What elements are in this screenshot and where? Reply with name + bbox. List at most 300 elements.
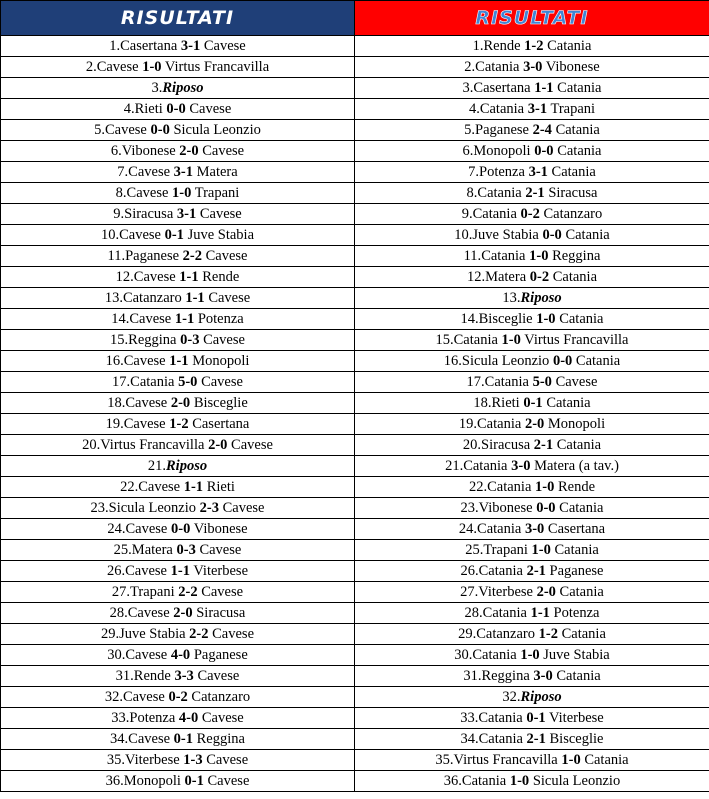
match-score: 3-1 bbox=[527, 101, 548, 117]
matchday-number: 34. bbox=[110, 731, 129, 747]
cavese-result-cell bbox=[1, 393, 355, 414]
home-team: Trapani bbox=[130, 584, 175, 600]
matchday-number: 31. bbox=[115, 668, 134, 684]
match-score: 1-1 bbox=[183, 479, 204, 495]
table-row bbox=[1, 267, 709, 288]
catania-result-cell bbox=[355, 477, 709, 498]
cavese-result-cell bbox=[1, 141, 355, 162]
match-score: 1-1 bbox=[179, 269, 199, 285]
cavese-result-cell bbox=[1, 729, 355, 750]
cavese-result-cell bbox=[1, 78, 355, 99]
home-team: Cavese bbox=[125, 647, 168, 663]
match-score: 3-1 bbox=[180, 38, 201, 54]
catania-result-cell bbox=[355, 456, 709, 477]
home-team: Virtus Francavilla bbox=[100, 437, 205, 453]
table-row bbox=[1, 99, 709, 120]
table-row bbox=[1, 687, 709, 708]
match-score: 2-1 bbox=[526, 563, 546, 579]
catania-result-cell bbox=[355, 393, 709, 414]
away-team: Virtus Francavilla bbox=[164, 59, 270, 75]
cavese-result-cell bbox=[1, 414, 355, 435]
cavese-result-cell bbox=[1, 309, 355, 330]
matchday-number: 20. bbox=[462, 437, 482, 453]
away-team: Vibonese bbox=[193, 521, 248, 537]
matchday-number: 25. bbox=[113, 542, 132, 558]
matchday-number: 14. bbox=[460, 311, 479, 327]
match-score: 1-2 bbox=[524, 38, 544, 54]
home-team: Viterbese bbox=[124, 752, 180, 768]
cavese-result-cell bbox=[1, 603, 355, 624]
away-team: Siracusa bbox=[196, 605, 246, 621]
matchday-number: 31. bbox=[463, 668, 482, 684]
away-team: Potenza bbox=[197, 311, 244, 327]
cavese-result-cell bbox=[1, 351, 355, 372]
away-team: Catania bbox=[546, 395, 591, 411]
home-team: Catanzaro bbox=[122, 290, 182, 306]
away-team: Cavese bbox=[202, 143, 245, 159]
table-row bbox=[1, 57, 709, 78]
match-score: 1-1 bbox=[174, 311, 195, 327]
match-score: 2-1 bbox=[526, 731, 546, 747]
cavese-result-cell bbox=[1, 183, 355, 204]
matchday-number: 21. bbox=[147, 458, 167, 474]
match-score: 1-1 bbox=[185, 290, 205, 306]
matchday-number: 3. bbox=[151, 80, 163, 96]
table-row bbox=[1, 519, 709, 540]
cavese-result-cell bbox=[1, 456, 355, 477]
home-team: Bisceglie bbox=[478, 311, 533, 327]
match-score: 1-0 bbox=[531, 542, 551, 558]
matchday-number: 21. bbox=[445, 458, 464, 474]
matchday-number: 17. bbox=[466, 374, 485, 390]
matchday-number: 18. bbox=[473, 395, 492, 411]
match-score: 2-1 bbox=[525, 185, 545, 201]
away-team: Rieti bbox=[206, 479, 235, 495]
match-score: 2-0 bbox=[179, 143, 199, 159]
match-score: 2-1 bbox=[533, 437, 554, 453]
away-team: Catania bbox=[552, 269, 598, 285]
table-row bbox=[1, 750, 709, 771]
home-team: Monopoli bbox=[123, 773, 181, 789]
home-team: Reggina bbox=[128, 332, 177, 348]
catania-result-cell bbox=[355, 204, 709, 225]
matchday-number: 13. bbox=[502, 290, 521, 306]
away-team: Sicula Leonzio bbox=[532, 773, 621, 789]
match-score: 2-2 bbox=[178, 584, 198, 600]
home-team: Juve Stabia bbox=[472, 227, 539, 243]
matchday-number: 29. bbox=[458, 626, 477, 642]
matchday-number: 17. bbox=[112, 374, 131, 390]
catania-result-cell bbox=[355, 498, 709, 519]
table-row bbox=[1, 120, 709, 141]
home-team: Virtus Francavilla bbox=[453, 752, 558, 768]
match-score: 4-0 bbox=[178, 710, 199, 726]
results-body bbox=[1, 36, 709, 792]
away-team: Reggina bbox=[196, 731, 245, 747]
home-team: Catania bbox=[487, 479, 532, 495]
matchday-number: 22. bbox=[120, 479, 139, 495]
home-team: Catania bbox=[478, 563, 523, 579]
match-score: 0-3 bbox=[176, 542, 196, 558]
catania-result-cell bbox=[355, 603, 709, 624]
matchday-number: 7. bbox=[117, 164, 129, 180]
away-team: Catania bbox=[551, 164, 596, 180]
matchday-number: 23. bbox=[460, 500, 479, 516]
home-team: Potenza bbox=[129, 710, 176, 726]
catania-result-cell bbox=[355, 372, 709, 393]
cavese-result-cell bbox=[1, 666, 355, 687]
matchday-number: 24. bbox=[107, 521, 126, 537]
match-score: 0-1 bbox=[184, 773, 204, 789]
match-score: 5-0 bbox=[532, 374, 552, 390]
catania-result-cell bbox=[355, 414, 709, 435]
table-row bbox=[1, 624, 709, 645]
match-score: 0-0 bbox=[171, 521, 191, 537]
home-team: Cavese bbox=[133, 269, 176, 285]
home-team: Rieti bbox=[134, 101, 163, 117]
home-team: Cavese bbox=[125, 395, 168, 411]
match-score: 3-3 bbox=[174, 668, 194, 684]
home-team: Sicula Leonzio bbox=[461, 353, 550, 369]
matchday-number: 10. bbox=[454, 227, 473, 243]
match-score: 3-0 bbox=[524, 521, 545, 537]
matchday-number: 2. bbox=[464, 59, 476, 75]
home-team: Rende bbox=[483, 38, 521, 54]
away-team: Catania bbox=[559, 500, 604, 516]
catania-result-cell bbox=[355, 309, 709, 330]
match-score: 2-0 bbox=[536, 584, 556, 600]
catania-result-cell bbox=[355, 57, 709, 78]
cavese-result-cell bbox=[1, 267, 355, 288]
match-score: 0-1 bbox=[164, 227, 184, 243]
matchday-number: 9. bbox=[113, 206, 125, 222]
home-team: Siracusa bbox=[481, 437, 531, 453]
table-row bbox=[1, 414, 709, 435]
away-team: Cavese bbox=[212, 626, 255, 642]
matchday-number: 6. bbox=[110, 143, 122, 159]
matchday-number: 1. bbox=[109, 38, 121, 54]
catania-result-cell bbox=[355, 645, 709, 666]
matchday-number: 4. bbox=[123, 101, 135, 117]
away-team: Casertana bbox=[192, 416, 250, 432]
matchday-number: 18. bbox=[107, 395, 126, 411]
home-team: Cavese bbox=[105, 122, 147, 138]
cavese-result-cell bbox=[1, 687, 355, 708]
match-score: 2-4 bbox=[532, 122, 552, 138]
table-row bbox=[1, 372, 709, 393]
cavese-result-cell bbox=[1, 540, 355, 561]
home-team: Catania bbox=[477, 521, 522, 537]
catania-result-cell bbox=[355, 435, 709, 456]
catania-result-cell bbox=[355, 687, 709, 708]
table-row bbox=[1, 78, 709, 99]
table-row bbox=[1, 204, 709, 225]
catania-result-cell bbox=[355, 540, 709, 561]
cavese-result-cell bbox=[1, 225, 355, 246]
table-row bbox=[1, 498, 709, 519]
away-team: Monopoli bbox=[547, 416, 606, 432]
away-team: Cavese bbox=[222, 500, 265, 516]
away-team: Catanzaro bbox=[191, 689, 251, 705]
cavese-result-cell bbox=[1, 477, 355, 498]
away-team: Rende bbox=[202, 269, 240, 285]
away-team: Sicula Leonzio bbox=[173, 122, 261, 138]
matchday-number: 29. bbox=[100, 626, 120, 642]
matchday-number: 14. bbox=[111, 311, 130, 327]
match-score: 2-3 bbox=[199, 500, 219, 516]
home-team: Cavese bbox=[127, 605, 170, 621]
home-team: Sicula Leonzio bbox=[108, 500, 197, 516]
home-team: Viterbese bbox=[478, 584, 533, 600]
matchday-number: 3. bbox=[462, 80, 474, 96]
home-team: Catania bbox=[481, 248, 526, 264]
matchday-number: 2. bbox=[85, 59, 97, 75]
home-team: Juve Stabia bbox=[119, 626, 186, 642]
match-score: 1-0 bbox=[520, 647, 540, 663]
home-team: Cavese bbox=[126, 185, 169, 201]
away-team: Viterbese bbox=[193, 563, 249, 579]
home-team: Cavese bbox=[119, 227, 161, 243]
catania-result-cell bbox=[355, 141, 709, 162]
matchday-number: 4. bbox=[468, 101, 480, 117]
match-score: 0-0 bbox=[536, 500, 556, 516]
matchday-number: 36. bbox=[443, 773, 462, 789]
matchday-number: 12. bbox=[115, 269, 134, 285]
home-team: Cavese bbox=[125, 563, 167, 579]
home-team: Reggina bbox=[481, 668, 530, 684]
cavese-result-cell bbox=[1, 708, 355, 729]
table-row bbox=[1, 162, 709, 183]
away-team: Cavese bbox=[205, 248, 248, 264]
match-score: 1-0 bbox=[561, 752, 581, 768]
home-team: Cavese bbox=[123, 353, 166, 369]
matchday-number: 32. bbox=[104, 689, 123, 705]
away-team: Matera (a tav.) bbox=[534, 458, 619, 474]
matchday-number: 15. bbox=[435, 332, 454, 348]
home-team: Matera bbox=[131, 542, 173, 558]
cavese-result-cell bbox=[1, 750, 355, 771]
catania-result-cell bbox=[355, 729, 709, 750]
cavese-result-cell bbox=[1, 624, 355, 645]
catania-result-cell bbox=[355, 183, 709, 204]
match-score: 0-0 bbox=[542, 227, 562, 243]
away-team: Catania bbox=[584, 752, 629, 768]
matchday-number: 8. bbox=[115, 185, 127, 201]
cavese-result-cell bbox=[1, 582, 355, 603]
away-team: Paganese bbox=[193, 647, 248, 663]
match-score: 0-2 bbox=[520, 206, 540, 222]
home-team: Cavese bbox=[123, 416, 166, 432]
home-team: Catania bbox=[475, 59, 520, 75]
match-score: 1-0 bbox=[172, 185, 192, 201]
match-score: 1-3 bbox=[183, 752, 203, 768]
away-team: Cavese bbox=[201, 710, 244, 726]
home-team: Catania bbox=[479, 101, 525, 117]
matchday-number: 12. bbox=[466, 269, 486, 285]
matchday-number: 19. bbox=[458, 416, 478, 432]
catania-result-cell bbox=[355, 78, 709, 99]
away-team: Matera bbox=[196, 164, 238, 180]
rest-day-label: Riposo bbox=[166, 458, 208, 474]
table-row bbox=[1, 645, 709, 666]
match-score: 3-0 bbox=[511, 458, 531, 474]
away-team: Catania bbox=[561, 626, 606, 642]
cavese-result-cell bbox=[1, 435, 355, 456]
cavese-result-cell bbox=[1, 330, 355, 351]
home-team: Paganese bbox=[125, 248, 180, 264]
matchday-number: 19. bbox=[105, 416, 124, 432]
away-team: Monopoli bbox=[192, 353, 250, 369]
matchday-number: 28. bbox=[464, 605, 483, 621]
catania-result-cell bbox=[355, 750, 709, 771]
away-team: Casertana bbox=[547, 521, 606, 537]
home-team: Cavese bbox=[129, 311, 172, 327]
away-team: Catania bbox=[575, 353, 621, 369]
catania-result-cell bbox=[355, 99, 709, 120]
match-score: 3-1 bbox=[173, 164, 194, 180]
cavese-result-cell bbox=[1, 246, 355, 267]
away-team: Cavese bbox=[555, 374, 598, 390]
away-team: Viterbese bbox=[549, 710, 604, 726]
home-team: Vibonese bbox=[121, 143, 176, 159]
away-team: Cavese bbox=[231, 437, 273, 453]
away-team: Cavese bbox=[199, 542, 242, 558]
home-team: Catania bbox=[461, 773, 507, 789]
catania-result-cell bbox=[355, 708, 709, 729]
home-team: Cavese bbox=[122, 689, 165, 705]
table-row bbox=[1, 36, 709, 57]
catania-result-cell bbox=[355, 36, 709, 57]
away-team: Bisceglie bbox=[549, 731, 604, 747]
match-score: 3-1 bbox=[176, 206, 197, 222]
match-score: 3-1 bbox=[528, 164, 548, 180]
home-team: Catania bbox=[484, 374, 529, 390]
match-score: 0-2 bbox=[168, 689, 188, 705]
catania-result-cell bbox=[355, 582, 709, 603]
match-score: 1-0 bbox=[509, 773, 530, 789]
catania-result-cell bbox=[355, 666, 709, 687]
matchday-number: 5. bbox=[94, 122, 105, 138]
matchday-number: 35. bbox=[106, 752, 125, 768]
away-team: Catania bbox=[559, 311, 604, 327]
matchday-number: 11. bbox=[463, 248, 482, 264]
cavese-result-cell bbox=[1, 120, 355, 141]
away-team: Siracusa bbox=[548, 185, 598, 201]
home-team: Trapani bbox=[483, 542, 528, 558]
catania-results-header: RISULTATI bbox=[355, 1, 709, 36]
catania-result-cell bbox=[355, 330, 709, 351]
table-row bbox=[1, 183, 709, 204]
table-row bbox=[1, 141, 709, 162]
away-team: Cavese bbox=[201, 584, 244, 600]
table-row bbox=[1, 477, 709, 498]
away-team: Catania bbox=[559, 584, 604, 600]
table-row bbox=[1, 708, 709, 729]
away-team: Catanzaro bbox=[543, 206, 603, 222]
match-score: 1-0 bbox=[501, 332, 521, 348]
cavese-result-cell bbox=[1, 57, 355, 78]
catania-result-cell bbox=[355, 771, 709, 792]
away-team: Cavese bbox=[206, 752, 249, 768]
catania-result-cell bbox=[355, 624, 709, 645]
home-team: Catania bbox=[472, 647, 517, 663]
home-team: Catania bbox=[463, 458, 508, 474]
table-row bbox=[1, 603, 709, 624]
away-team: Trapani bbox=[194, 185, 240, 201]
cavese-result-cell bbox=[1, 99, 355, 120]
table-row bbox=[1, 729, 709, 750]
home-team: Catania bbox=[453, 332, 498, 348]
away-team: Paganese bbox=[549, 563, 604, 579]
header-row bbox=[1, 1, 709, 36]
away-team: Trapani bbox=[550, 101, 596, 117]
match-score: 1-0 bbox=[535, 479, 555, 495]
table-row bbox=[1, 435, 709, 456]
matchday-number: 33. bbox=[111, 710, 130, 726]
catania-result-cell bbox=[355, 519, 709, 540]
match-score: 2-2 bbox=[182, 248, 202, 264]
away-team: Juve Stabia bbox=[187, 227, 255, 243]
home-team: Catania bbox=[472, 206, 517, 222]
home-team: Catania bbox=[130, 374, 175, 390]
cavese-results-header: RISULTATI bbox=[1, 1, 355, 36]
matchday-number: 35. bbox=[435, 752, 454, 768]
cavese-result-cell bbox=[1, 561, 355, 582]
match-score: 0-1 bbox=[523, 395, 543, 411]
matchday-number: 36. bbox=[105, 773, 124, 789]
home-team: Monopoli bbox=[473, 143, 531, 159]
home-team: Catania bbox=[477, 416, 522, 432]
match-score: 0-2 bbox=[529, 269, 550, 285]
matchday-number: 25. bbox=[465, 542, 484, 558]
matchday-number: 30. bbox=[454, 647, 473, 663]
home-team: Casertana bbox=[120, 38, 178, 54]
cavese-result-cell bbox=[1, 645, 355, 666]
away-team: Virtus Francavilla bbox=[524, 332, 629, 348]
table-row bbox=[1, 561, 709, 582]
cavese-result-cell bbox=[1, 204, 355, 225]
away-team: Catania bbox=[565, 227, 610, 243]
match-score: 2-0 bbox=[173, 605, 193, 621]
catania-result-cell bbox=[355, 246, 709, 267]
matchday-number: 15. bbox=[110, 332, 129, 348]
cavese-result-cell bbox=[1, 288, 355, 309]
rest-day-label: Riposo bbox=[520, 290, 562, 306]
matchday-number: 1. bbox=[472, 38, 484, 54]
match-score: 2-2 bbox=[189, 626, 209, 642]
matchday-number: 10. bbox=[100, 227, 120, 243]
matchday-number: 9. bbox=[461, 206, 473, 222]
matchday-number: 7. bbox=[468, 164, 480, 180]
home-team: Siracusa bbox=[124, 206, 174, 222]
catania-result-cell bbox=[355, 267, 709, 288]
away-team: Catania bbox=[557, 143, 602, 159]
match-score: 2-0 bbox=[208, 437, 228, 453]
home-team: Cavese bbox=[128, 164, 171, 180]
away-team: Catania bbox=[547, 38, 592, 54]
away-team: Catania bbox=[556, 437, 602, 453]
catania-result-cell bbox=[355, 561, 709, 582]
away-team: Reggina bbox=[552, 248, 601, 264]
match-score: 1-0 bbox=[142, 59, 162, 75]
home-team: Cavese bbox=[138, 479, 181, 495]
cavese-result-cell bbox=[1, 771, 355, 792]
matchday-number: 28. bbox=[109, 605, 128, 621]
matchday-number: 24. bbox=[458, 521, 478, 537]
cavese-result-cell bbox=[1, 498, 355, 519]
match-score: 1-2 bbox=[169, 416, 189, 432]
matchday-number: 32. bbox=[502, 689, 521, 705]
